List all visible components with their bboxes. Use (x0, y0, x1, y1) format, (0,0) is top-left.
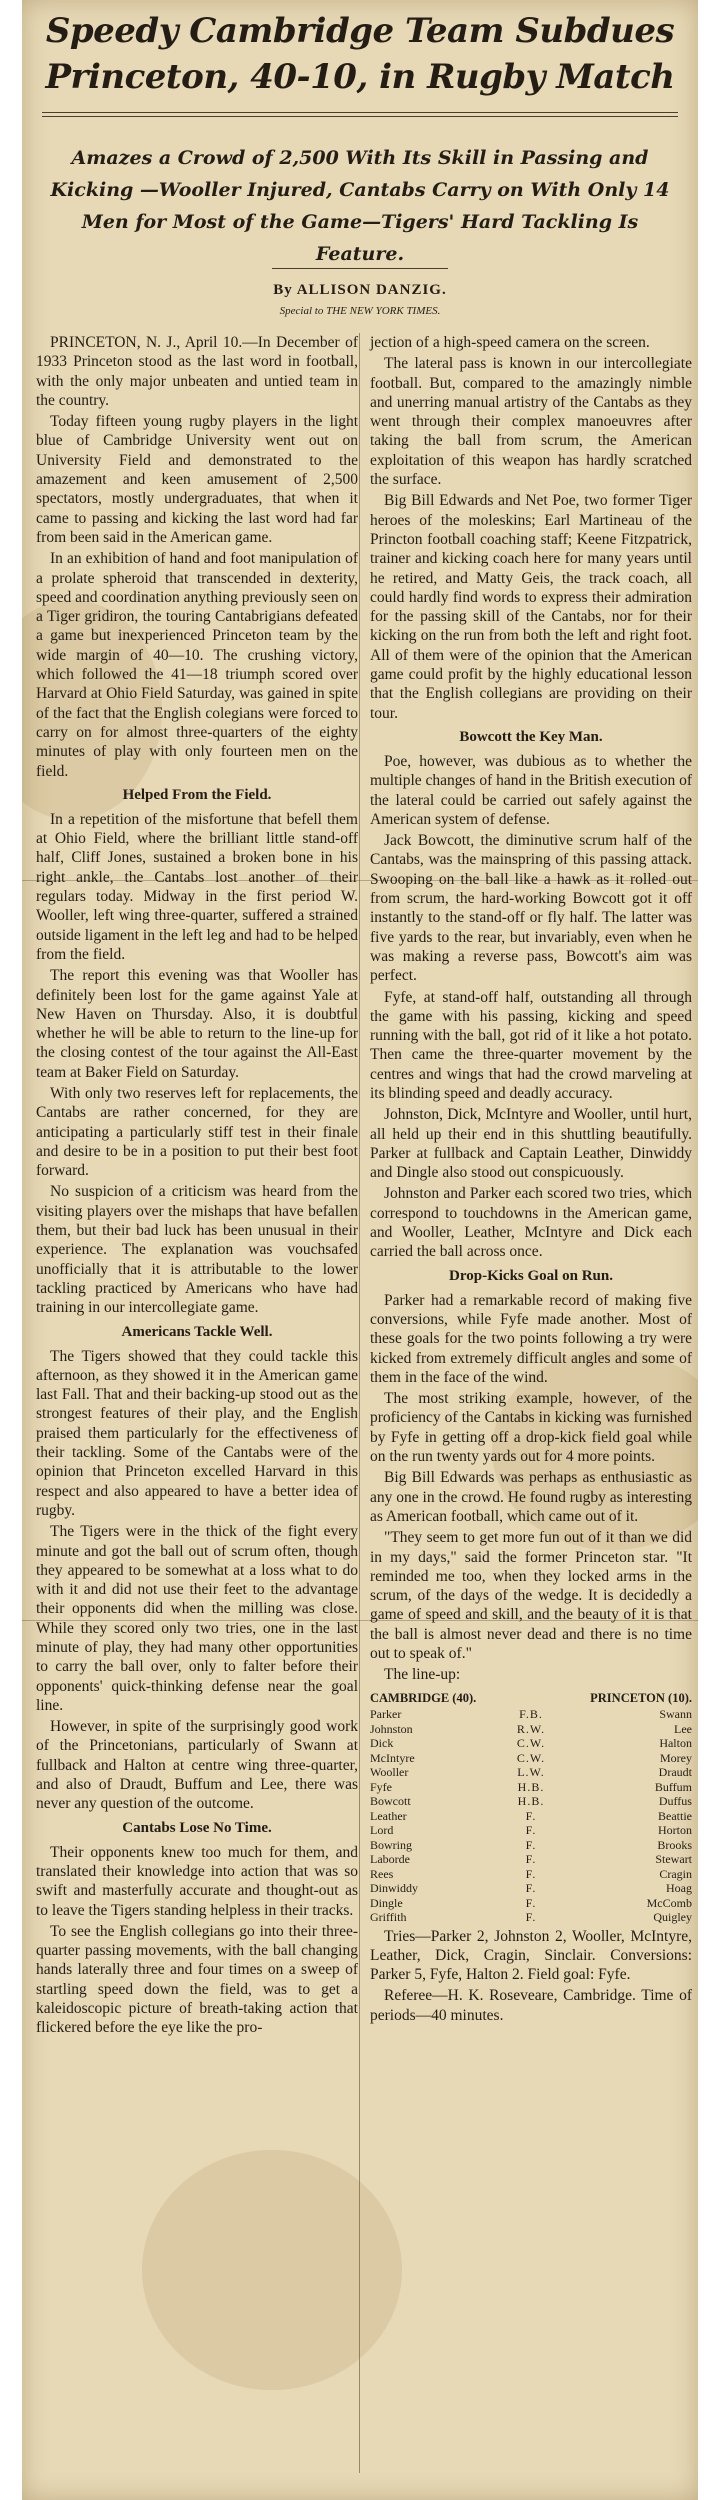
lineup-row (370, 1881, 692, 1896)
lineup-player: Griffith (370, 1910, 407, 1925)
article-paragraph: Poe, however, was dubious as to whether the multiple changes of hand in the British execution of the lateral could be carried out safely against the American system of defense. (370, 752, 692, 828)
section-heading: Drop-Kicks Goal on Run. (449, 1267, 613, 1284)
article-paragraph: The most striking example, however, of the proficiency of the Cantabs in kicking was furnished by Fyfe in getting off a drop-kick field goal while on the run twenty yards out for 4 more points. (370, 1390, 692, 1466)
lineup-player: Horton (657, 1823, 692, 1838)
lineup-row (370, 1809, 692, 1824)
lineup-note: Referee—H. K. Roseveare, Cambridge. Time of periods—40 minutes. (370, 1987, 692, 2024)
article-paragraph: Today fifteen young rugby players in the light blue of Cambridge University went out on University Field and demonstrated to the amazement and keen amusement of 2,500 spectators, mostly undergraduates, that when it came to passing and kicking the last word had far from been said in the American game. (36, 413, 358, 546)
article-paragraph: Big Bill Edwards was perhaps as enthusiastic as any one in the crowd. He found rugby as interesting as American football, which came out of it. (370, 1469, 692, 1525)
lineup-player: Wooller (370, 1765, 409, 1780)
lineup-player: Draudt (658, 1765, 692, 1780)
headline (32, 8, 688, 100)
article-paragraph: Parker had a remarkable record of making five conversions, while Fyfe made another. Most of these goals for the two points following a try were kicked from extremely difficult angles and some of them in the face of the wind. (370, 1291, 692, 1386)
lineup-player: Laborde (370, 1852, 410, 1867)
special-line: Special to THE NEW YORK TIMES. (279, 305, 441, 317)
lineup-player: Bowcott (370, 1794, 411, 1809)
article-paragraph: "They seem to get more fun out of it than we did in my days," said the former Princeton star. "It reminded me too, when they locked arms in the scrum, of the days of the wedge. It is decidedly a game of speed and skill, and the beauty of it is that the ball is almost never dead and there is no time out to speak of." (370, 1529, 692, 1662)
article-paragraph: With only two reserves left for replacements, the Cantabs are rather concerned, for they are anticipating a particularly stiff test in their finale and desire to be in a position to put their best foot forward. (36, 1084, 358, 1180)
lineup-player: Leather (370, 1808, 407, 1823)
lineup-player: Bowring (370, 1837, 412, 1852)
article-paragraph: However, in spite of the surprisingly good work of the Princetonians, particularly of Swann at fullback and Halton at centre wing three-quarter, and also of Draudt, Buffum and Lee, there was never any question of the outcome. (36, 1718, 358, 1813)
lineup-row (370, 1736, 692, 1751)
lineup-team-left: CAMBRIDGE (40). (370, 1690, 477, 1705)
lineup-player: Lee (674, 1721, 692, 1736)
lineup-rows (370, 1707, 692, 1925)
article-paragraph: Their opponents knew too much for them, and translated their knowledge into action that was so swift and masterfully accurate and thought-out as to leave the Tigers standing helpless in their tracks. (36, 1843, 358, 1919)
lineup-player: Beattie (658, 1808, 692, 1823)
article-paragraph: In a repetition of the misfortune that befell them at Ohio Field, where the brilliant little stand-off half, Cliff Jones, sustained a broken bone in his right ankle, the Cantabs lost another of their regulars today. Midway in the first period W. Wooller, left wing three-quarter, suffered a strained outside ligament in the left leg and had to be helped from the field. (36, 810, 358, 963)
divider (42, 116, 678, 117)
lineup (370, 1691, 692, 2025)
lineup-player: Parker (370, 1707, 402, 1722)
lineup-row (370, 1707, 692, 1722)
paper-stain (142, 2150, 402, 2390)
lineup-player: Johnston (370, 1721, 413, 1736)
section-heading: Americans Tackle Well. (121, 1323, 273, 1340)
article-paragraph: To see the English collegians go into their three-quarter passing movements, with the ball changing hands laterally three and four times on a sweep of startling speed down the field, was to get a kaleidoscopic picture of breath-taking action that flickered before the eye like the pro- (36, 1922, 358, 2037)
section-heading: Cantabs Lose No Time. (122, 1819, 272, 1836)
article-paragraph: The Tigers showed that they could tackle this afternoon, as they showed it in the American game last Fall. That and their backing-up stood out as the strongest features of their play, and the English praised them particularly for the effectiveness of their tackling. Some of the Cantabs were of the opinion that Princeton excelled Harvard in this respect and also appeared to have a better idea of rugby. (36, 1347, 358, 1519)
article-paragraph: Big Bill Edwards and Net Poe, two former Tiger heroes of the moleskins; Earl Martineau of the Princton football coaching staff; Keene Fitzpatrick, trainer and kicking coach here for many years until he retired, and Matty Geis, the track coach, all could hardly find words to express their admiration for the passing skill of the Cantabs, nor for their kicking on the run from both the left and right foot. All of them were of the opinion that the American game could profit by the highly educational lesson that the English collegians are providing on their tour. (370, 492, 692, 722)
lineup-player: Stewart (655, 1852, 692, 1867)
newspaper-clipping (22, 0, 698, 2500)
lineup-player: Dinwiddy (370, 1881, 418, 1896)
lineup-position: F. (525, 1866, 537, 1881)
lineup-player: Dingle (370, 1895, 403, 1910)
lineup-position: C.W. (516, 1736, 546, 1751)
lineup-team-right: PRINCETON (10). (590, 1690, 692, 1705)
article-paragraph: Fyfe, at stand-off half, outstanding all through the game with his passing, kicking and speed running with the ball, got rid of it like a hot potato. Then came the three-quarter movement by the centres and wings that had the crowd marveling at its blinding speed and deadly accuracy. (370, 988, 692, 1102)
lineup-position: F.B. (519, 1707, 543, 1722)
lineup-row (370, 1794, 692, 1809)
lineup-position: F. (525, 1823, 537, 1838)
lineup-position: F. (525, 1881, 537, 1896)
lineup-position: H.B. (517, 1779, 545, 1794)
article-paragraph: PRINCETON, N. J., April 10.—In December of 1933 Princeton stood as the last word in football, with the only major unbeaten and untied team in the country. (36, 334, 358, 409)
lineup-row (370, 1910, 692, 1925)
lineup-position: L.W. (517, 1765, 545, 1780)
lineup-row (370, 1838, 692, 1853)
article-paragraph: The Tigers were in the thick of the fight every minute and got the ball out of scrum often, though they appeared to be somewhat at a loss what to do with it and did not use their feet to the advantage their opponents did when the milling was close. While they scored only two tries, one in the last minute of play, they had many other opportunities to carry the ball over, only to falter before their opponents' quick-thinking defense near the goal line. (36, 1523, 358, 1714)
lineup-player: Hoag (665, 1881, 692, 1896)
headline-line: Princeton, 40-10, in Rugby Match (45, 57, 675, 97)
right-column (370, 333, 692, 2025)
article-paragraph: In an exhibition of hand and foot manipulation of a prolate spheroid that transcended in dexterity, speed and coordination anything previously seen on a Tiger gridiron, the touring Cantabrigians defeated a game but inexperienced Princeton team by the wide margin of 40—10. The crushing victory, which followed the 41—18 triumph scored over Harvard at Ohio Field Saturday, was gained in spite of the fact that the English colegians were forced to carry on for almost three-quarters of the eighty minutes of play with only fourteen men on the field. (36, 550, 358, 780)
lineup-position: R.W. (516, 1721, 546, 1736)
lineup-row (370, 1780, 692, 1795)
lineup-player: McIntyre (370, 1750, 415, 1765)
left-column (36, 333, 358, 2040)
lineup-player: Fyfe (370, 1779, 392, 1794)
column-rule (359, 333, 360, 2473)
lineup-player: Buffum (654, 1779, 692, 1794)
divider (272, 268, 448, 269)
lineup-player: Duffus (658, 1794, 692, 1809)
lineup-row (370, 1896, 692, 1911)
lineup-player: Morey (659, 1750, 692, 1765)
lineup-position: F. (525, 1910, 537, 1925)
headline-line: Speedy Cambridge Team Subdues (45, 11, 675, 51)
article-paragraph: Johnston, Dick, McIntyre and Wooller, until hurt, all held up their end in this shuttling beautifully. Parker at fullback and Captain Leather, Dinwiddy and Dingle also stood out conspicuously. (370, 1106, 692, 1182)
divider (42, 112, 678, 113)
lineup-row (370, 1765, 692, 1780)
lineup-note: Tries—Parker 2, Johnston 2, Wooller, McIntyre, Leather, Dick, Cragin, Sinclair. Conversions: Parker 5, Fyfe, Halton 2. Field goal: Fyfe. (370, 1927, 692, 1984)
lineup-row (370, 1722, 692, 1737)
article-paragraph: Jack Bowcott, the diminutive scrum half of the Cantabs, was the mainspring of this passing attack. Swooping on the ball like a hawk as it rolled out from scrum, the hard-working Bowcott got it off instantly to the stand-off or fly half. The latter was five yards to the rear, but invariably, even when he was making a reverse pass, Bowcott's aim was perfect. (370, 832, 692, 985)
lineup-player: Brooks (657, 1837, 692, 1852)
article-paragraph: The lateral pass is known in our intercollegiate football. But, compared to the amazingly nimble and unerring manual artistry of the Cantabs as they went through their complex manoeuvres after taking the ball from scrum, the American exploitation of this weapon has hardly scratched the surface. (370, 355, 692, 489)
byline: By ALLISON DANZIG. (273, 282, 447, 298)
section-heading: Helped From the Field. (122, 786, 272, 803)
section-heading: Bowcott the Key Man. (459, 728, 603, 745)
lineup-position: H.B. (517, 1794, 545, 1809)
article-paragraph: The line-up: (384, 1666, 461, 1684)
lineup-position: F. (525, 1808, 537, 1823)
lineup-player: Cragin (659, 1866, 692, 1881)
deck: Amazes a Crowd of 2,500 With Its Skill in Passing and Kicking —Wooller Injured, Cantabs Carry on With Only 14 Men for Most of the Game—Tigers' Hard Tackling Is Feature. (50, 147, 670, 265)
lineup-row (370, 1852, 692, 1867)
lineup-row (370, 1823, 692, 1838)
lineup-player: McComb (646, 1895, 692, 1910)
lineup-player: Lord (370, 1823, 394, 1838)
lineup-player: Dick (370, 1736, 394, 1751)
article-paragraph: jection of a high-speed camera on the screen. (370, 334, 650, 351)
lineup-row (370, 1751, 692, 1766)
article-paragraph: The report this evening was that Wooller has definitely been lost for the game against Yale at New Haven on Thursday. Also, it is doubtful whether he will be able to return to the line-up for the closing contest of the tour against the All-East team at Baker Field on Saturday. (36, 967, 358, 1081)
lineup-row (370, 1867, 692, 1882)
article-paragraph: No suspicion of a criticism was heard from the visiting players over the mishaps that have befallen them, but their bad luck has been unusual in their experience. The explanation was vouchsafed unofficially that it is attributable to the lower tackling practiced by Americans who have had training in our intercollegiate game. (36, 1183, 358, 1317)
lineup-player: Rees (370, 1866, 394, 1881)
article-paragraph: Johnston and Parker each scored two tries, which correspond to touchdowns in the American game, and Wooller, Leather, McIntyre and Dick each carried the ball across once. (370, 1185, 692, 1261)
lineup-position: C.W. (516, 1750, 546, 1765)
lineup-position: F. (525, 1852, 537, 1867)
lineup-header (370, 1691, 692, 1706)
lineup-position: F. (525, 1895, 537, 1910)
lineup-player: Quigley (653, 1910, 692, 1925)
lineup-player: Halton (659, 1736, 692, 1751)
lineup-notes (370, 1927, 692, 2025)
lineup-player: Swann (659, 1707, 692, 1722)
lineup-position: F. (525, 1837, 537, 1852)
right-column-body (370, 333, 692, 1685)
